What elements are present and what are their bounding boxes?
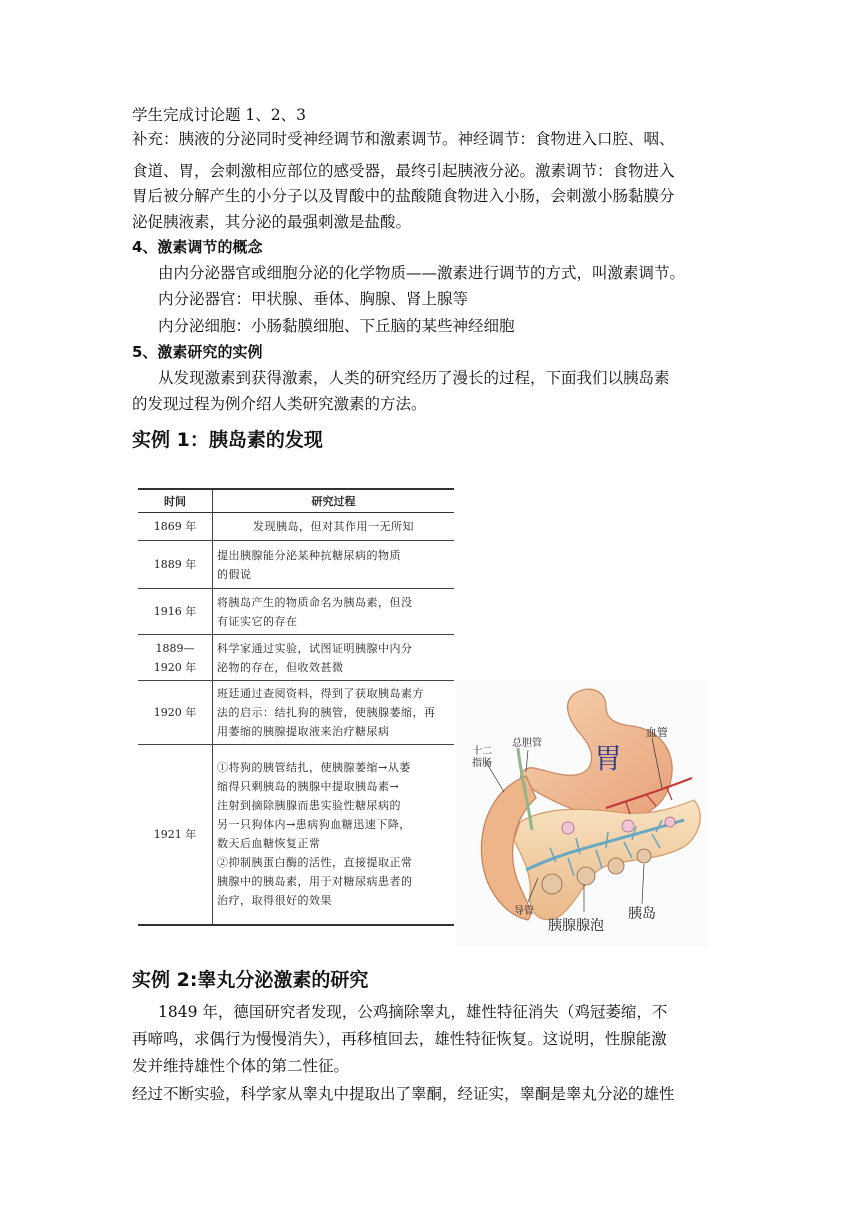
label-islet: 胰岛 (628, 906, 656, 922)
row-desc: 将胰岛产生的物质命名为胰岛素，但没 有证实它的存在 (213, 589, 455, 635)
pancreas-illustration (456, 680, 708, 946)
row-desc: 科学家通过实验，试图证明胰腺中内分 泌物的存在，但收效甚微 (213, 635, 455, 681)
header-time: 时间 (138, 489, 213, 513)
example2-line: 发并维持雄性个体的第二性征。 (132, 1057, 350, 1075)
insulin-discovery-table (138, 488, 454, 926)
row-year: 1921 年 (138, 745, 213, 925)
row-year: 1889 年 (138, 541, 213, 589)
table-row (138, 681, 454, 745)
example2-line: 再啼鸣，求偶行为慢慢消失），再移植回去，雄性特征恢复。这说明，性腺能激 (132, 1030, 667, 1048)
example2-line: 经过不断实验，科学家从睾丸中提取出了睾酮，经证实，睾酮是睾丸分泌的雄性 (132, 1085, 675, 1103)
table-row (138, 513, 454, 541)
row-desc: ①将狗的胰管结扎，使胰腺萎缩→从萎 缩得只剩胰岛的胰腺中提取胰岛素→ 注射到摘除胰腺而患实验性糖尿病的 另一只狗体内→患病狗血糖迅速下降， 数天后血糖恢复正常 ②抑制胰蛋白酶的活性，直接提取正常 胰腺中的胰岛素，用于对糖尿病患者的 治疗，取得很好的效果 (213, 745, 455, 925)
example2-title: 实例 2:睾丸分泌激素的研究 (132, 969, 369, 991)
table-row (138, 635, 454, 681)
pancreas-figure (456, 680, 708, 946)
intro-line: 补充：胰液的分泌同时受神经调节和激素调节。神经调节：食物进入口腔、咽、 (132, 130, 675, 148)
table-row (138, 745, 454, 925)
section4-heading: 4、激素调节的概念 (132, 238, 263, 256)
header-process: 研究过程 (213, 489, 455, 513)
intro-line: 食道、胃，会刺激相应部位的感受器，最终引起胰液分泌。激素调节：食物进入 (132, 162, 675, 180)
table-row (138, 541, 454, 589)
label-duodenum: 十二 (472, 746, 492, 757)
intro-line: 胃后被分解产生的小分子以及胃酸中的盐酸随食物进入小肠，会刺激小肠黏膜分 (132, 187, 675, 205)
row-desc: 发现胰岛，但对其作用一无所知 (213, 513, 455, 541)
example1-title: 实例 1：胰岛素的发现 (132, 429, 323, 451)
table-row (138, 589, 454, 635)
label-acinus: 胰腺腺泡 (548, 918, 604, 934)
row-year: 1916 年 (138, 589, 213, 635)
section5-line: 的发现过程为例介绍人类研究激素的方法。 (132, 395, 427, 413)
row-year: 1869 年 (138, 513, 213, 541)
section5-line: 从发现激素到获得激素，人类的研究经历了漫长的过程，下面我们以胰岛素 (158, 369, 670, 387)
example2-line: 1849 年，德国研究者发现，公鸡摘除睾丸，雄性特征消失（鸡冠萎缩，不 (158, 1003, 668, 1021)
label-bile-duct: 总胆管 (512, 738, 542, 749)
section4-line: 内分泌器官：甲状腺、垂体、胸腺、肾上腺等 (158, 290, 469, 308)
section4-line: 由内分泌器官或细胞分泌的化学物质——激素进行调节的方式，叫激素调节。 (158, 264, 686, 282)
intro-line: 泌促胰液素，其分泌的最强刺激是盐酸。 (132, 213, 412, 231)
row-desc: 班廷通过查阅资料，得到了获取胰岛素方 法的启示：结扎狗的胰管，使胰腺萎缩，再 用萎缩的胰腺提取液来治疗糖尿病 (213, 681, 455, 745)
label-stomach: 胃 (594, 742, 623, 775)
row-year: 1889— 1920 年 (138, 635, 213, 681)
label-blood-vessel: 血管 (646, 726, 668, 739)
label-pancreatic-duct: 导管 (514, 906, 534, 917)
table-header-row (138, 489, 454, 513)
section5-heading: 5、激素研究的实例 (132, 343, 263, 361)
row-year: 1920 年 (138, 681, 213, 745)
label-duodenum: 指肠 (472, 758, 492, 769)
row-desc: 提出胰腺能分泌某种抗糖尿病的物质 的假说 (213, 541, 455, 589)
intro-line: 学生完成讨论题 1、2、3 (132, 106, 307, 124)
section4-line: 内分泌细胞：小肠黏膜细胞、下丘脑的某些神经细胞 (158, 317, 515, 335)
